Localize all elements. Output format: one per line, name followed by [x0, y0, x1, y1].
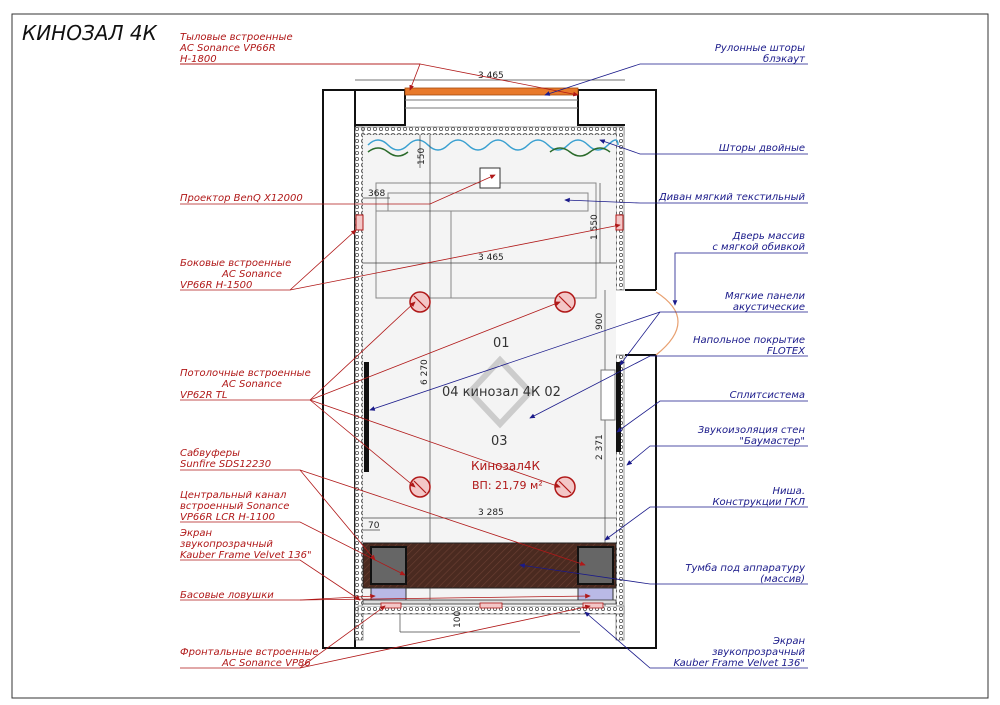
- room-marker-bottom: 03: [491, 434, 508, 449]
- dim-speaker-height: 1 550: [590, 214, 600, 240]
- svg-text:Басовые ловушки: Басовые ловушки: [180, 590, 274, 601]
- svg-text:звукопрозрачный: звукопрозрачный: [712, 647, 805, 658]
- insulation-right: [616, 127, 624, 290]
- svg-text:Конструкции ГКЛ: Конструкции ГКЛ: [712, 497, 805, 508]
- dim-front-gap: 150: [417, 147, 427, 165]
- sheet-title: КИНОЗАЛ 4К: [22, 21, 157, 45]
- svg-text:VP66R H-1500: VP66R H-1500: [180, 280, 253, 291]
- room-name: Кинозал4К: [471, 459, 541, 473]
- left-label-ceiling-speakers: [180, 368, 311, 401]
- dim-door-offset: 900: [595, 312, 605, 330]
- svg-text:Экран: Экран: [772, 636, 805, 647]
- svg-text:Kauber Frame Velvet 136": Kauber Frame Velvet 136": [180, 550, 312, 561]
- svg-text:Диван мягкий текстильный: Диван мягкий текстильный: [658, 192, 805, 203]
- svg-text:с мягкой обивкой: с мягкой обивкой: [712, 242, 805, 253]
- svg-text:Рулонные шторы: Рулонные шторы: [714, 43, 805, 54]
- left-label-side-speakers: [180, 258, 291, 291]
- right-label-acoustic-panels: [725, 291, 806, 313]
- svg-text:H-1800: H-1800: [180, 54, 217, 65]
- svg-text:AC Sonance: AC Sonance: [222, 269, 282, 280]
- svg-text:Сабвуферы: Сабвуферы: [180, 448, 241, 459]
- subwoofer-right: [578, 547, 613, 584]
- front-speaker-left: [381, 603, 401, 608]
- room-area: ВП: 21,79 м²: [472, 479, 543, 492]
- right-label-screen: [673, 636, 805, 669]
- right-label-door: [712, 231, 805, 253]
- svg-text:Мягкие панели: Мягкие панели: [724, 291, 805, 302]
- room-marker-center: 04 кинозал 4К 02: [442, 385, 561, 400]
- svg-text:Kauber Frame Velvet 136": Kauber Frame Velvet 136": [673, 658, 805, 669]
- dim-left-gap: 368: [368, 189, 386, 199]
- right-label-roller-blinds: [715, 43, 806, 65]
- left-label-subwoofers: [180, 447, 271, 470]
- svg-text:Экран: Экран: [180, 528, 213, 539]
- right-label-curtains: [719, 143, 805, 154]
- dim-room-length: 6 270: [420, 359, 430, 385]
- left-label-center-channel: [180, 490, 289, 523]
- svg-text:Проектор BenQ X12000: Проектор BenQ X12000: [180, 193, 303, 204]
- svg-text:VP66R LCR H-1100: VP66R LCR H-1100: [180, 512, 275, 523]
- projector: [480, 168, 500, 188]
- dim-top-width: 3 465: [478, 71, 504, 81]
- right-label-split-system: [730, 390, 805, 401]
- svg-text:Тумба под аппаратуру: Тумба под аппаратуру: [685, 563, 805, 574]
- svg-text:блэкаут: блэкаут: [763, 54, 805, 65]
- dim-front-spacing: 70: [368, 521, 380, 531]
- left-label-bass-traps: [180, 590, 274, 601]
- svg-text:Боковые встроенные: Боковые встроенные: [180, 258, 292, 269]
- svg-text:Центральный канал: Центральный канал: [180, 490, 287, 501]
- svg-text:звукопрозрачный: звукопрозрачный: [180, 539, 273, 550]
- left-label-screen: [179, 528, 312, 561]
- dim-sofa-width: 3 465: [478, 253, 504, 263]
- dim-bottom-depth: 100: [453, 610, 463, 628]
- room-marker-top: 01: [493, 336, 510, 351]
- right-label-niche: [712, 486, 805, 508]
- svg-text:Фронтальные встроенные: Фронтальные встроенные: [180, 647, 319, 658]
- svg-text:AC Sonance VP66R: AC Sonance VP66R: [180, 43, 276, 54]
- svg-text:Звукоизоляция стен: Звукоизоляция стен: [697, 425, 805, 436]
- dim-bottom-width: 3 285: [478, 508, 504, 518]
- right-label-flooring: [693, 335, 806, 357]
- svg-text:Потолочные встроенные: Потолочные встроенные: [180, 368, 311, 379]
- right-label-cabinet: [685, 562, 806, 585]
- insulation-top: [358, 127, 624, 135]
- svg-text:"Баумастер": "Баумастер": [739, 436, 805, 447]
- svg-text:VP62R TL: VP62R TL: [180, 390, 228, 401]
- svg-text:Шторы двойные: Шторы двойные: [718, 143, 805, 154]
- svg-text:Тыловые встроенные: Тыловые встроенные: [180, 32, 293, 43]
- left-label-rear-speakers: [179, 32, 293, 65]
- svg-text:Напольное покрытие: Напольное покрытие: [693, 335, 805, 346]
- svg-text:Дверь массив: Дверь массив: [732, 231, 805, 242]
- center-speaker: [480, 603, 502, 608]
- svg-text:Ниша.: Ниша.: [772, 486, 805, 497]
- left-label-projector: [180, 193, 303, 204]
- acoustic-panel-right: [616, 362, 621, 452]
- svg-text:(массив): (массив): [760, 574, 805, 585]
- svg-text:Sunfire SDS12230: Sunfire SDS12230: [180, 459, 272, 470]
- dim-right-length: 2 371: [595, 434, 605, 460]
- svg-text:Сплитсистема: Сплитсистема: [729, 390, 805, 401]
- right-label-sofa: [658, 192, 806, 203]
- svg-text:AC Sonance VP86: AC Sonance VP86: [222, 658, 311, 669]
- subwoofer-left: [371, 547, 406, 584]
- svg-text:встроенный Sonance: встроенный Sonance: [180, 501, 290, 512]
- left-label-front-speakers: [180, 647, 319, 669]
- side-speaker-right: [616, 215, 623, 230]
- side-speaker-left: [356, 215, 363, 230]
- svg-text:акустические: акустические: [732, 302, 805, 313]
- svg-text:AC Sonance: AC Sonance: [222, 379, 282, 390]
- roller-blind: [405, 88, 578, 95]
- svg-text:FLOTEX: FLOTEX: [766, 346, 805, 357]
- right-label-soundproofing: [698, 425, 806, 447]
